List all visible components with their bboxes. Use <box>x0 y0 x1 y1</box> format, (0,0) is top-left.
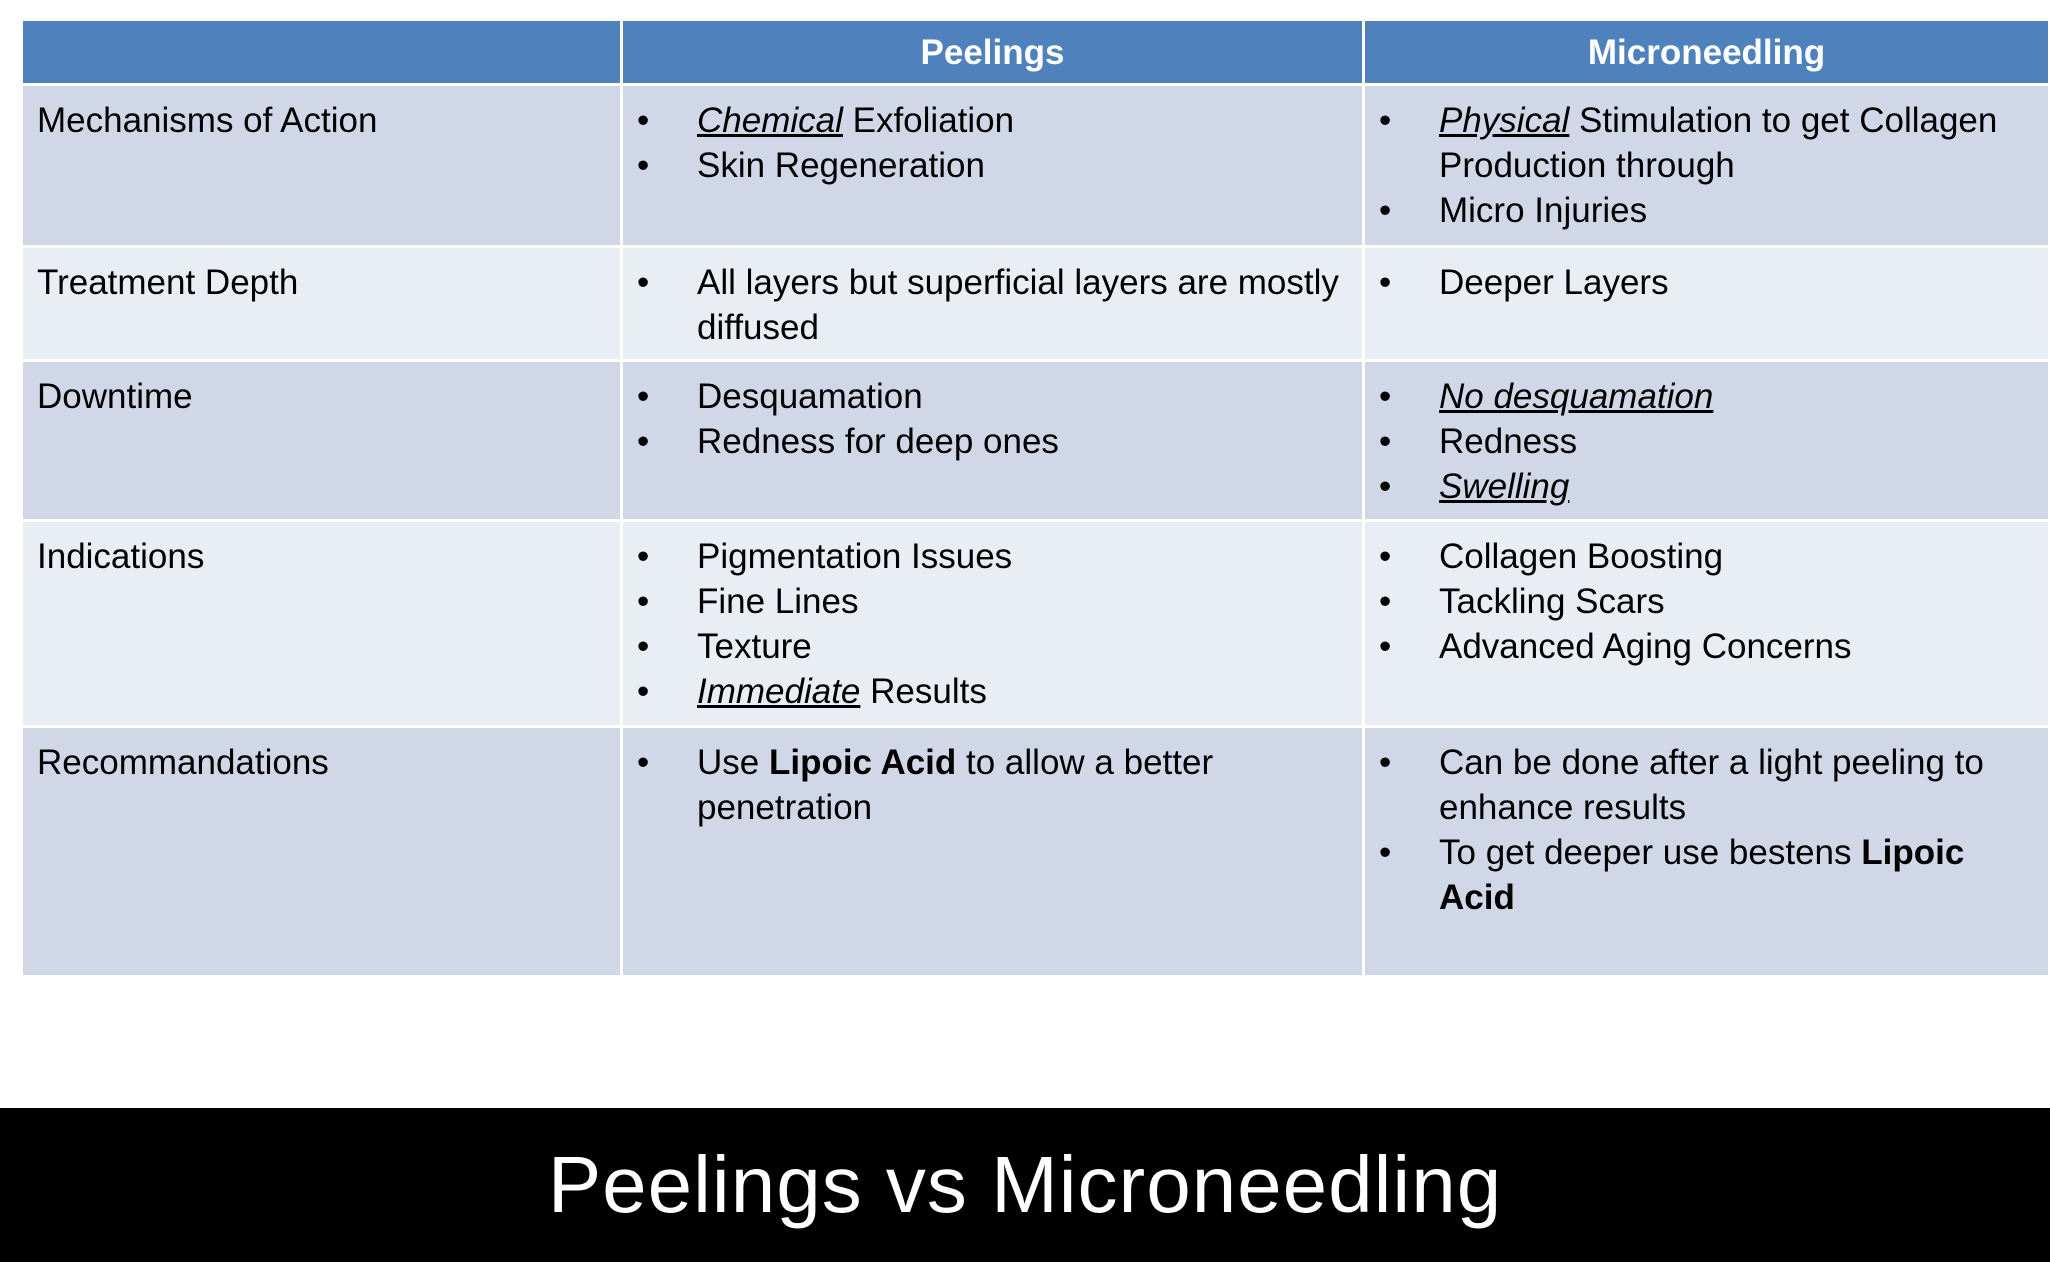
bullet-dot: • <box>1379 627 1392 666</box>
header-row <box>22 20 2050 85</box>
bullet-dot: • <box>637 146 650 185</box>
bullet-item <box>623 669 1352 714</box>
bullet-list <box>1365 534 2038 669</box>
bullet-item <box>1365 830 2038 920</box>
bullet-text: to allow a better penetration <box>697 743 1214 827</box>
bullet-item <box>623 98 1352 143</box>
bullet-dot: • <box>637 627 650 666</box>
bullet-item <box>1365 579 2038 624</box>
peelings-cell <box>622 85 1364 247</box>
bullet-list <box>623 260 1352 350</box>
bullet-dot: • <box>1379 537 1392 576</box>
comparison-table <box>20 18 2050 978</box>
bullet-list <box>623 534 1352 714</box>
bullet-dot: • <box>1379 263 1392 302</box>
bullet-text: All layers but superficial layers are mostly diffused <box>697 263 1339 347</box>
bullet-list <box>1365 374 2038 509</box>
bold-text: Lipoic Acid <box>768 743 957 782</box>
bullet-item <box>1365 260 2038 305</box>
row-downtime <box>22 361 2050 521</box>
bullet-text: Desquamation <box>697 377 923 416</box>
bullet-text: Advanced Aging Concerns <box>1439 627 1852 666</box>
bullet-dot: • <box>1379 191 1392 230</box>
microneedling-cell <box>1364 247 2050 361</box>
header-microneedling: Microneedling <box>1364 20 2050 85</box>
emphasized-text: Immediate <box>697 672 861 711</box>
slide-title: Peelings vs Microneedling <box>547 1140 1503 1229</box>
peelings-cell <box>622 247 1364 361</box>
peelings-cell <box>622 727 1364 977</box>
bullet-item <box>1365 419 2038 464</box>
row-label: Recommandations <box>22 727 622 977</box>
microneedling-cell <box>1364 727 2050 977</box>
microneedling-cell <box>1364 521 2050 727</box>
peelings-cell <box>622 521 1364 727</box>
bullet-item <box>623 143 1352 188</box>
row-label: Treatment Depth <box>22 247 622 361</box>
bullet-list <box>1365 260 2038 305</box>
bold-text: Lipoic Acid <box>1439 833 1965 917</box>
microneedling-cell <box>1364 361 2050 521</box>
bullet-text: Use <box>697 743 769 782</box>
bullet-text: Fine Lines <box>697 582 859 621</box>
bullet-text: Exfoliation <box>842 101 1015 140</box>
bullet-dot: • <box>1379 377 1392 416</box>
row-recommandations <box>22 727 2050 977</box>
bullet-dot: • <box>637 537 650 576</box>
emphasized-text: Swelling <box>1439 467 1570 506</box>
bullet-dot: • <box>637 582 650 621</box>
row-label: Mechanisms of Action <box>22 85 622 247</box>
bullet-dot: • <box>1379 743 1392 782</box>
bullet-text: Collagen Boosting <box>1439 537 1724 576</box>
bullet-dot: • <box>1379 467 1392 506</box>
bullet-item <box>1365 464 2038 509</box>
bullet-item <box>623 624 1352 669</box>
bullet-dot: • <box>1379 582 1392 621</box>
bullet-list <box>623 374 1352 464</box>
emphasized-text: No desquamation <box>1439 377 1714 416</box>
bullet-item <box>623 534 1352 579</box>
bullet-item <box>623 419 1352 464</box>
bullet-text: Results <box>860 672 987 711</box>
bullet-item <box>1365 374 2038 419</box>
peelings-cell <box>622 361 1364 521</box>
bullet-item <box>623 579 1352 624</box>
bullet-text: Tackling Scars <box>1439 582 1665 621</box>
bullet-dot: • <box>637 377 650 416</box>
bullet-dot: • <box>1379 101 1392 140</box>
bullet-text: Redness for deep ones <box>697 422 1059 461</box>
bullet-dot: • <box>637 422 650 461</box>
header-corner <box>22 20 622 85</box>
bullet-text: Can be done after a light peeling to enhance results <box>1439 743 1984 827</box>
bullet-item <box>1365 188 2038 233</box>
bullet-item <box>1365 98 2038 188</box>
bullet-list <box>1365 98 2038 233</box>
bullet-dot: • <box>637 743 650 782</box>
bullet-text: Redness <box>1439 422 1578 461</box>
bullet-list <box>623 98 1352 188</box>
bullet-dot: • <box>637 263 650 302</box>
bullet-text: Texture <box>697 627 812 666</box>
bullet-item <box>1365 740 2038 830</box>
emphasized-text: Chemical <box>697 101 843 140</box>
bullet-dot: • <box>1379 833 1392 872</box>
row-label: Indications <box>22 521 622 727</box>
bullet-item <box>623 374 1352 419</box>
row-mechanisms <box>22 85 2050 247</box>
bullet-dot: • <box>1379 422 1392 461</box>
bullet-text: Skin Regeneration <box>697 146 985 185</box>
bullet-text: Deeper Layers <box>1439 263 1669 302</box>
microneedling-cell <box>1364 85 2050 247</box>
bullet-list <box>1365 740 2038 920</box>
bullet-text: Stimulation to get Collagen Production through <box>1439 101 1998 185</box>
bullet-item <box>623 740 1352 830</box>
bullet-item <box>1365 534 2038 579</box>
row-label: Downtime <box>22 361 622 521</box>
bullet-dot: • <box>637 672 650 711</box>
row-treatment-depth <box>22 247 2050 361</box>
bullet-text: Micro Injuries <box>1439 191 1648 230</box>
header-peelings: Peelings <box>622 20 1364 85</box>
emphasized-text: Physical <box>1439 101 1570 140</box>
bullet-item <box>1365 624 2038 669</box>
bullet-text: To get deeper use bestens <box>1439 833 1862 872</box>
row-indications <box>22 521 2050 727</box>
bullet-list <box>623 740 1352 830</box>
title-bar <box>0 1108 2050 1262</box>
bullet-dot: • <box>637 101 650 140</box>
bullet-item <box>623 260 1352 350</box>
bullet-text: Pigmentation Issues <box>697 537 1013 576</box>
